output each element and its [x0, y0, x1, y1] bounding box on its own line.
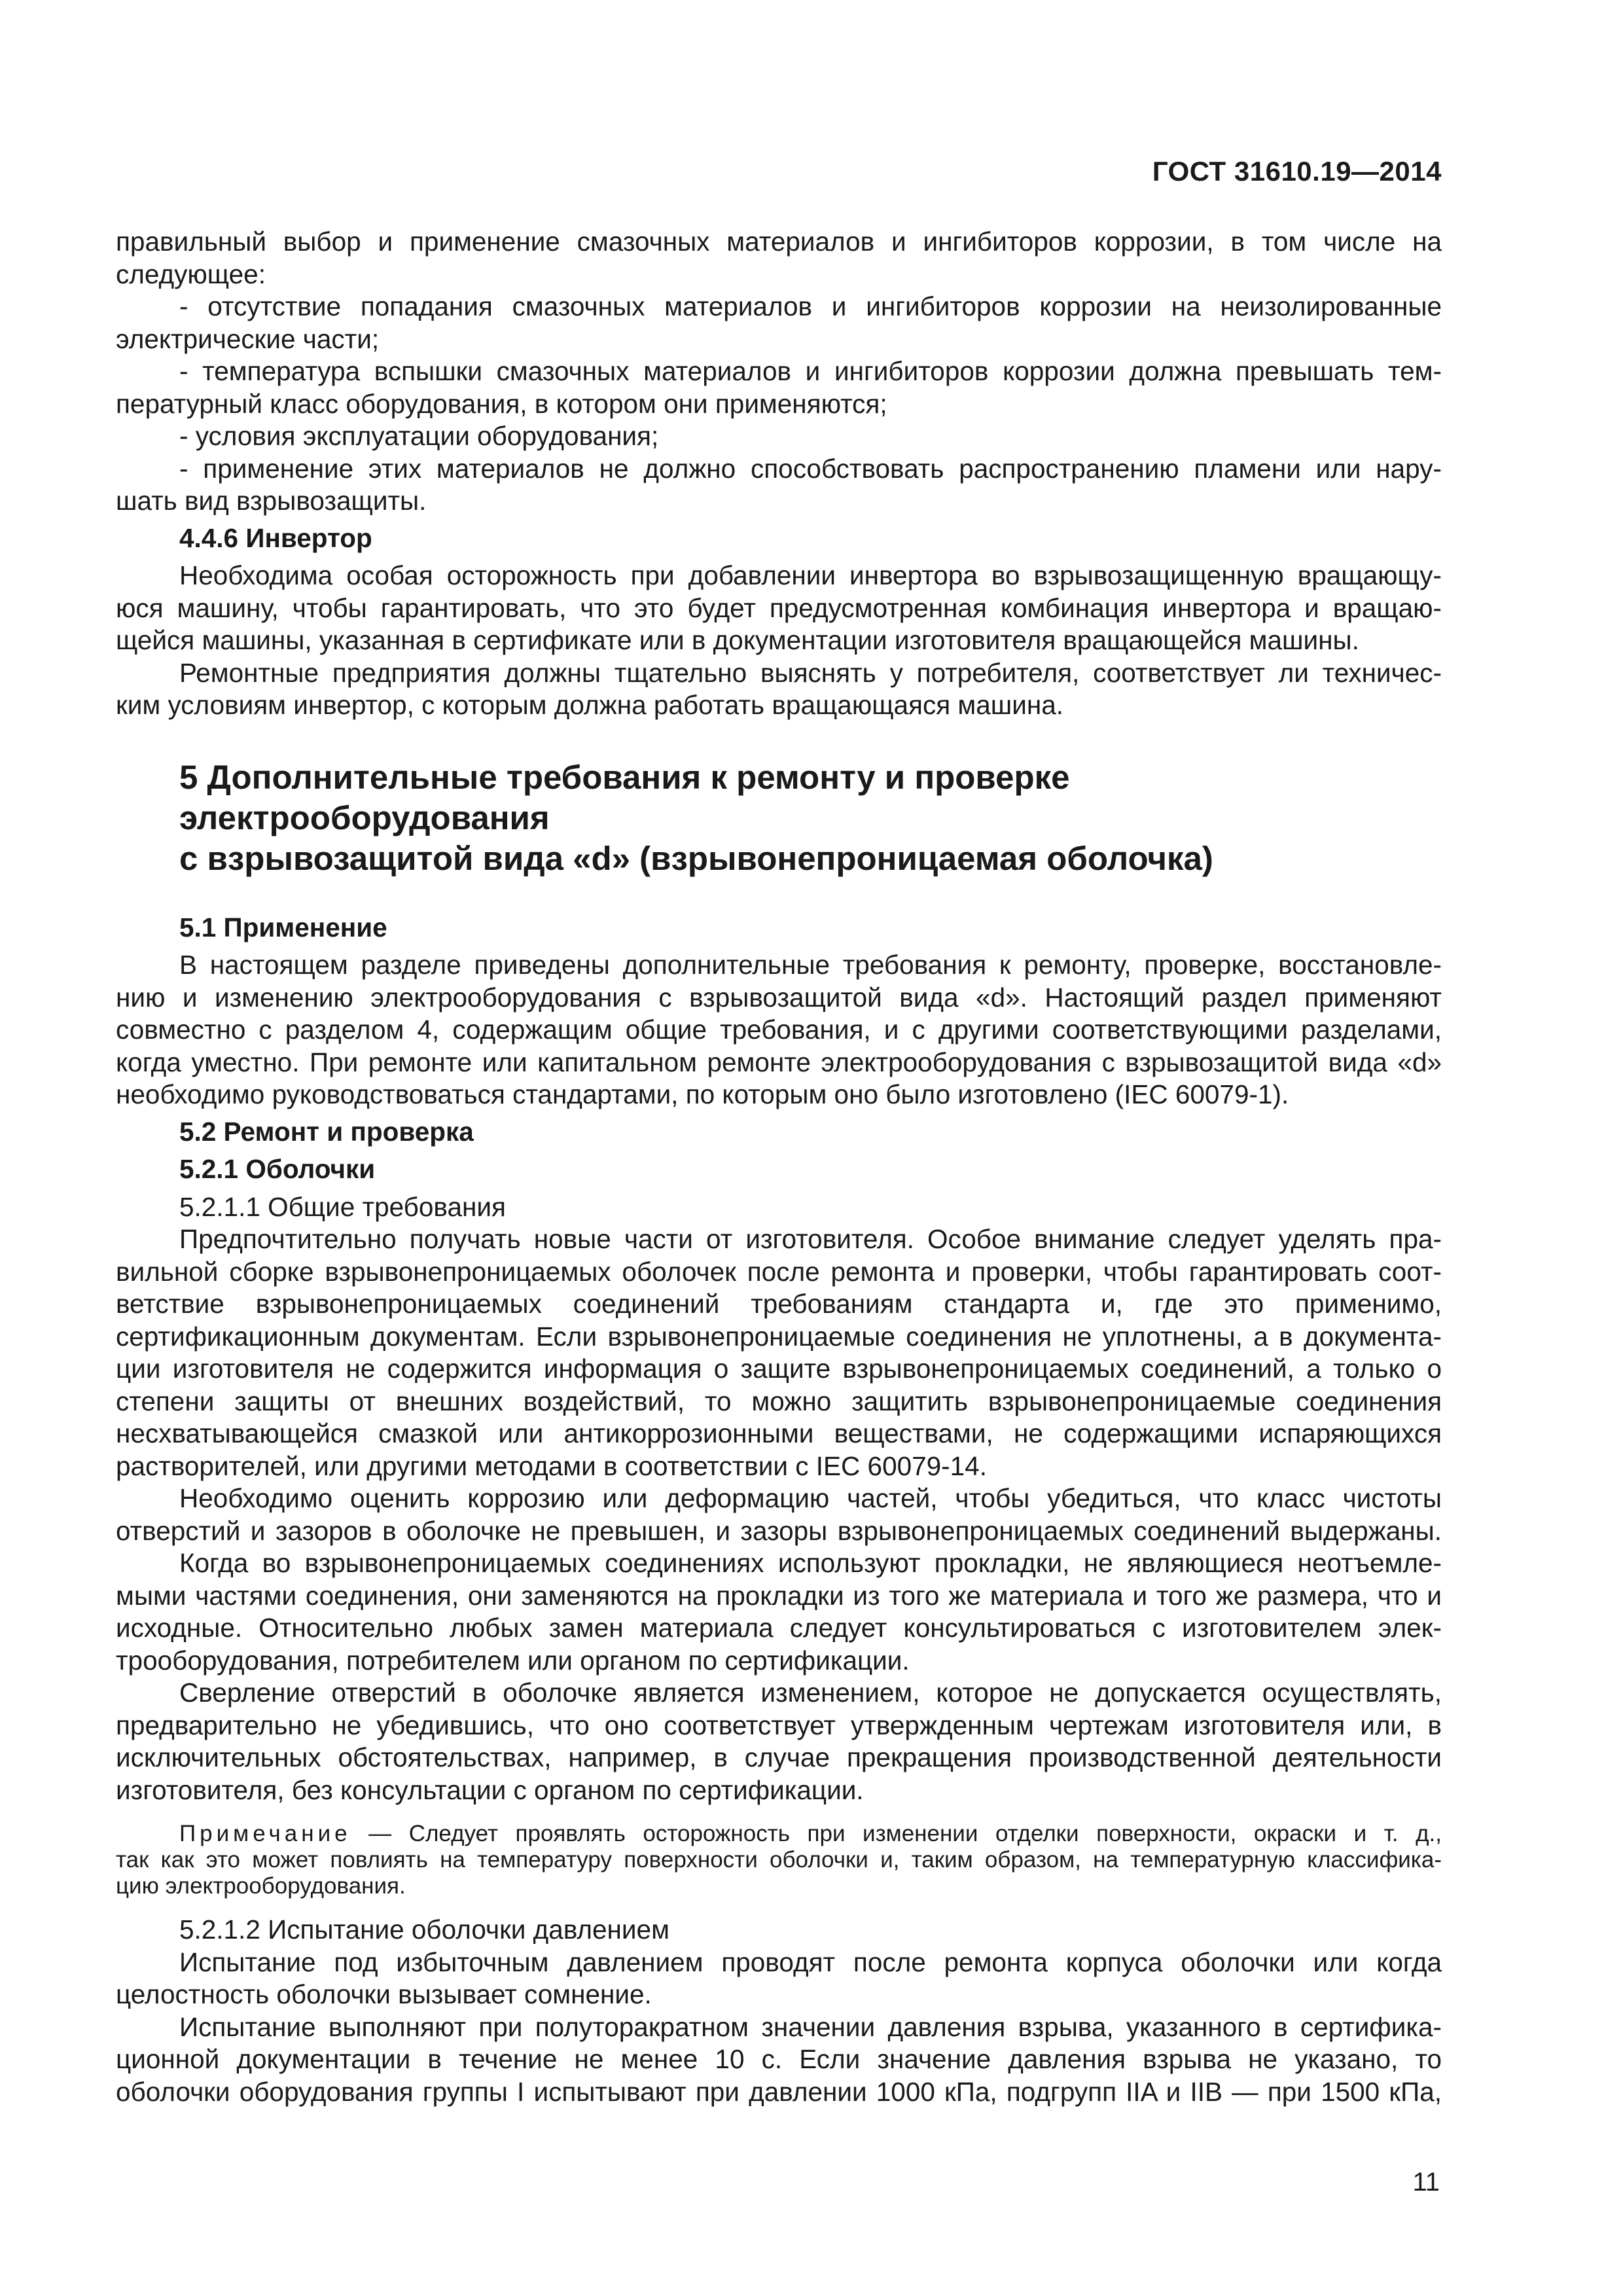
text-line: следующее: [116, 259, 266, 289]
text-line: нию и изменению электрооборудования с взрывозащитой вида «d». Настоящий раздел применяют [116, 982, 1442, 1013]
text-line: вильной сборке взрывонепроницаемых оболочек после ремонта и проверки, чтобы гарантировать соот- [116, 1256, 1442, 1287]
text-line: совместно с разделом 4, содержащим общие требования, и с другими соответствующими разделами, [116, 1014, 1442, 1045]
text-line: Необходима особая осторожность при добавлении инвертора во взрывозащищенную вращающу- [179, 560, 1442, 590]
text-line: Предпочтительно получать новые части от изготовителя. Особое внимание следует уделять пра- [179, 1224, 1442, 1254]
text-line: Сверление отверстий в оболочке является изменением, которое не допускается осуществлять, [179, 1677, 1442, 1708]
section-heading-5-1: 5.1 Применение [179, 912, 387, 942]
text-line: несхватывающейся смазкой или антикоррозионными веществами, не содержащими испаряющихся [116, 1418, 1442, 1448]
note-line: так как это может повлиять на температуру поверхности оболочки и, таким образом, на температурную классифика- [116, 1847, 1442, 1873]
text-line: трооборудования, потребителем или органом по сертификации. [116, 1645, 910, 1676]
section-heading-5-2-1-2: 5.2.1.2 Испытание оболочки давлением [179, 1914, 669, 1945]
page-number: 11 [1412, 2168, 1440, 2197]
text-line: мыми частями соединения, они заменяются на прокладки из того же материала и того же размера, что и [116, 1580, 1442, 1611]
text-line: сертификационным документам. Если взрывонепроницаемые соединения не уплотнены, а в документа- [116, 1321, 1442, 1352]
text-line: изготовителя, без консультации с органом по сертификации. [116, 1774, 864, 1805]
section-5-2-1-1-paragraph-1 [116, 1223, 1442, 1482]
text-line: когда уместно. При ремонте или капитальном ремонте электрооборудования с взрывозащитой вида «d» [116, 1047, 1442, 1077]
text-line: Испытание выполняют при полуторакратном значении давления взрыва, указанного в сертифика- [179, 2011, 1442, 2042]
list-item: - условия эксплуатации оборудования; [179, 421, 659, 451]
section-5-2-1-1-paragraph-4 [116, 1677, 1442, 1806]
document-header: ГОСТ 31610.19—2014 [1152, 156, 1442, 187]
text-line: степени защиты от внешних воздействий, то можно защитить взрывонепроницаемые соединения [116, 1386, 1442, 1416]
text-line: В настоящем разделе приведены дополнительные требования к ремонту, проверке, восстановле- [179, 950, 1442, 980]
text-line: исключительных обстоятельствах, например, в случае прекращения производственной деятельности [116, 1742, 1442, 1772]
document-body [116, 226, 1442, 2108]
section-5-2-1-2-paragraph-2 [116, 2011, 1442, 2109]
text-line: правильный выбор и применение смазочных материалов и ингибиторов коррозии, в том числе на [116, 226, 1442, 257]
list-item: - температура вспышки смазочных материалов и ингибиторов коррозии должна превышать тем- [179, 356, 1442, 386]
list-item: - применение этих материалов не должно способствовать распространению пламени или нару- [179, 453, 1442, 484]
text-line: ким условиям инвертор, с которым должна работать вращающаяся машина. [116, 690, 1064, 720]
text-line: ции изготовителя не содержится информация о защите взрывонепроницаемых соединений, а только о [116, 1354, 1442, 1384]
note-text: — Следует проявлять осторожность при изменении отделки поверхности, окраски и т. д., [351, 1821, 1442, 1846]
section-5-2-1-2-paragraph-1 [116, 1946, 1442, 2011]
section-5-2-1-1-paragraph-3 [116, 1547, 1442, 1677]
text-line: Ремонтные предприятия должны тщательно выяснять у потребителя, соответствует ли техничес- [179, 657, 1442, 688]
note-line: цию электрооборудования. [116, 1873, 406, 1899]
section-heading-5 [116, 757, 1442, 879]
requirements-list [116, 291, 1442, 518]
text-line: Испытание под избыточным давлением проводят после ремонта корпуса оболочки или когда [179, 1946, 1442, 1977]
text-line: Когда во взрывонепроницаемых соединениях используют прокладки, не являющиеся неотъемле- [179, 1548, 1442, 1578]
note-first-line [116, 1821, 1442, 1847]
list-item: - отсутствие попадания смазочных материалов и ингибиторов коррозии на неизолированные [179, 291, 1442, 321]
text-line: щейся машины, указанная в сертификате или в документации изготовителя вращающейся машины. [116, 625, 1359, 655]
text-line: целостность оболочки вызывает сомнение. [116, 1979, 652, 2009]
text-line: исходные. Относительно любых замен материала следует консультироваться с изготовителем элек- [116, 1613, 1442, 1643]
section-heading-4-4-6: 4.4.6 Инвертор [179, 522, 372, 553]
section-heading-5-2-1-1: 5.2.1.1 Общие требования [179, 1191, 506, 1222]
text-line: оболочки оборудования группы I испытывают при давлении 1000 кПа, подгрупп IIA и IIB — при 1500 кПа, [116, 2076, 1442, 2107]
text-line: Необходимо оценить коррозию или деформацию частей, чтобы убедиться, что класс чистоты [179, 1483, 1442, 1513]
text-line: ционной документации в течение не менее 10 с. Если значение давления взрыва не указано, то [116, 2044, 1442, 2074]
section-heading-5-2: 5.2 Ремонт и проверка [179, 1116, 474, 1147]
text-line: пературный класс оборудования, в котором они применяются; [116, 388, 887, 419]
intro-paragraph [116, 226, 1442, 291]
text-line: ветствие взрывонепроницаемых соединений требованиям стандарта и, где это применимо, [116, 1289, 1442, 1319]
section-heading-line: 5 Дополнительные требования к ремонту и проверке электрооборудования [179, 758, 1070, 836]
section-4-4-6-paragraph [116, 560, 1442, 722]
section-heading-5-2-1: 5.2.1 Оболочки [179, 1154, 376, 1184]
text-line: предварительно не убедившись, что оно соответствует утвержденным чертежам изготовителя или, в [116, 1710, 1442, 1740]
note-block [116, 1821, 1442, 1899]
text-line: растворителей, или другими методами в соответствии с IEC 60079-14. [116, 1450, 987, 1481]
text-line: шать вид взрывозащиты. [116, 486, 427, 516]
section-heading-line: с взрывозащитой вида «d» (взрывонепроницаемая оболочка) [179, 839, 1213, 877]
text-line: отверстий и зазоров в оболочке не превышен, и зазоры взрывонепроницаемых соединений выдержаны. [116, 1515, 1442, 1546]
note-label: Примечание [179, 1821, 351, 1846]
text-line: электрические части; [116, 323, 380, 354]
text-line: необходимо руководствоваться стандартами, по которым оно было изготовлено (IEC 60079-1). [116, 1079, 1289, 1109]
section-5-2-1-1-paragraph-2 [116, 1482, 1442, 1547]
text-line: юся машину, чтобы гарантировать, что это будет предусмотренная комбинация инвертора и вращаю- [116, 592, 1442, 623]
section-5-1-paragraph [116, 949, 1442, 1111]
